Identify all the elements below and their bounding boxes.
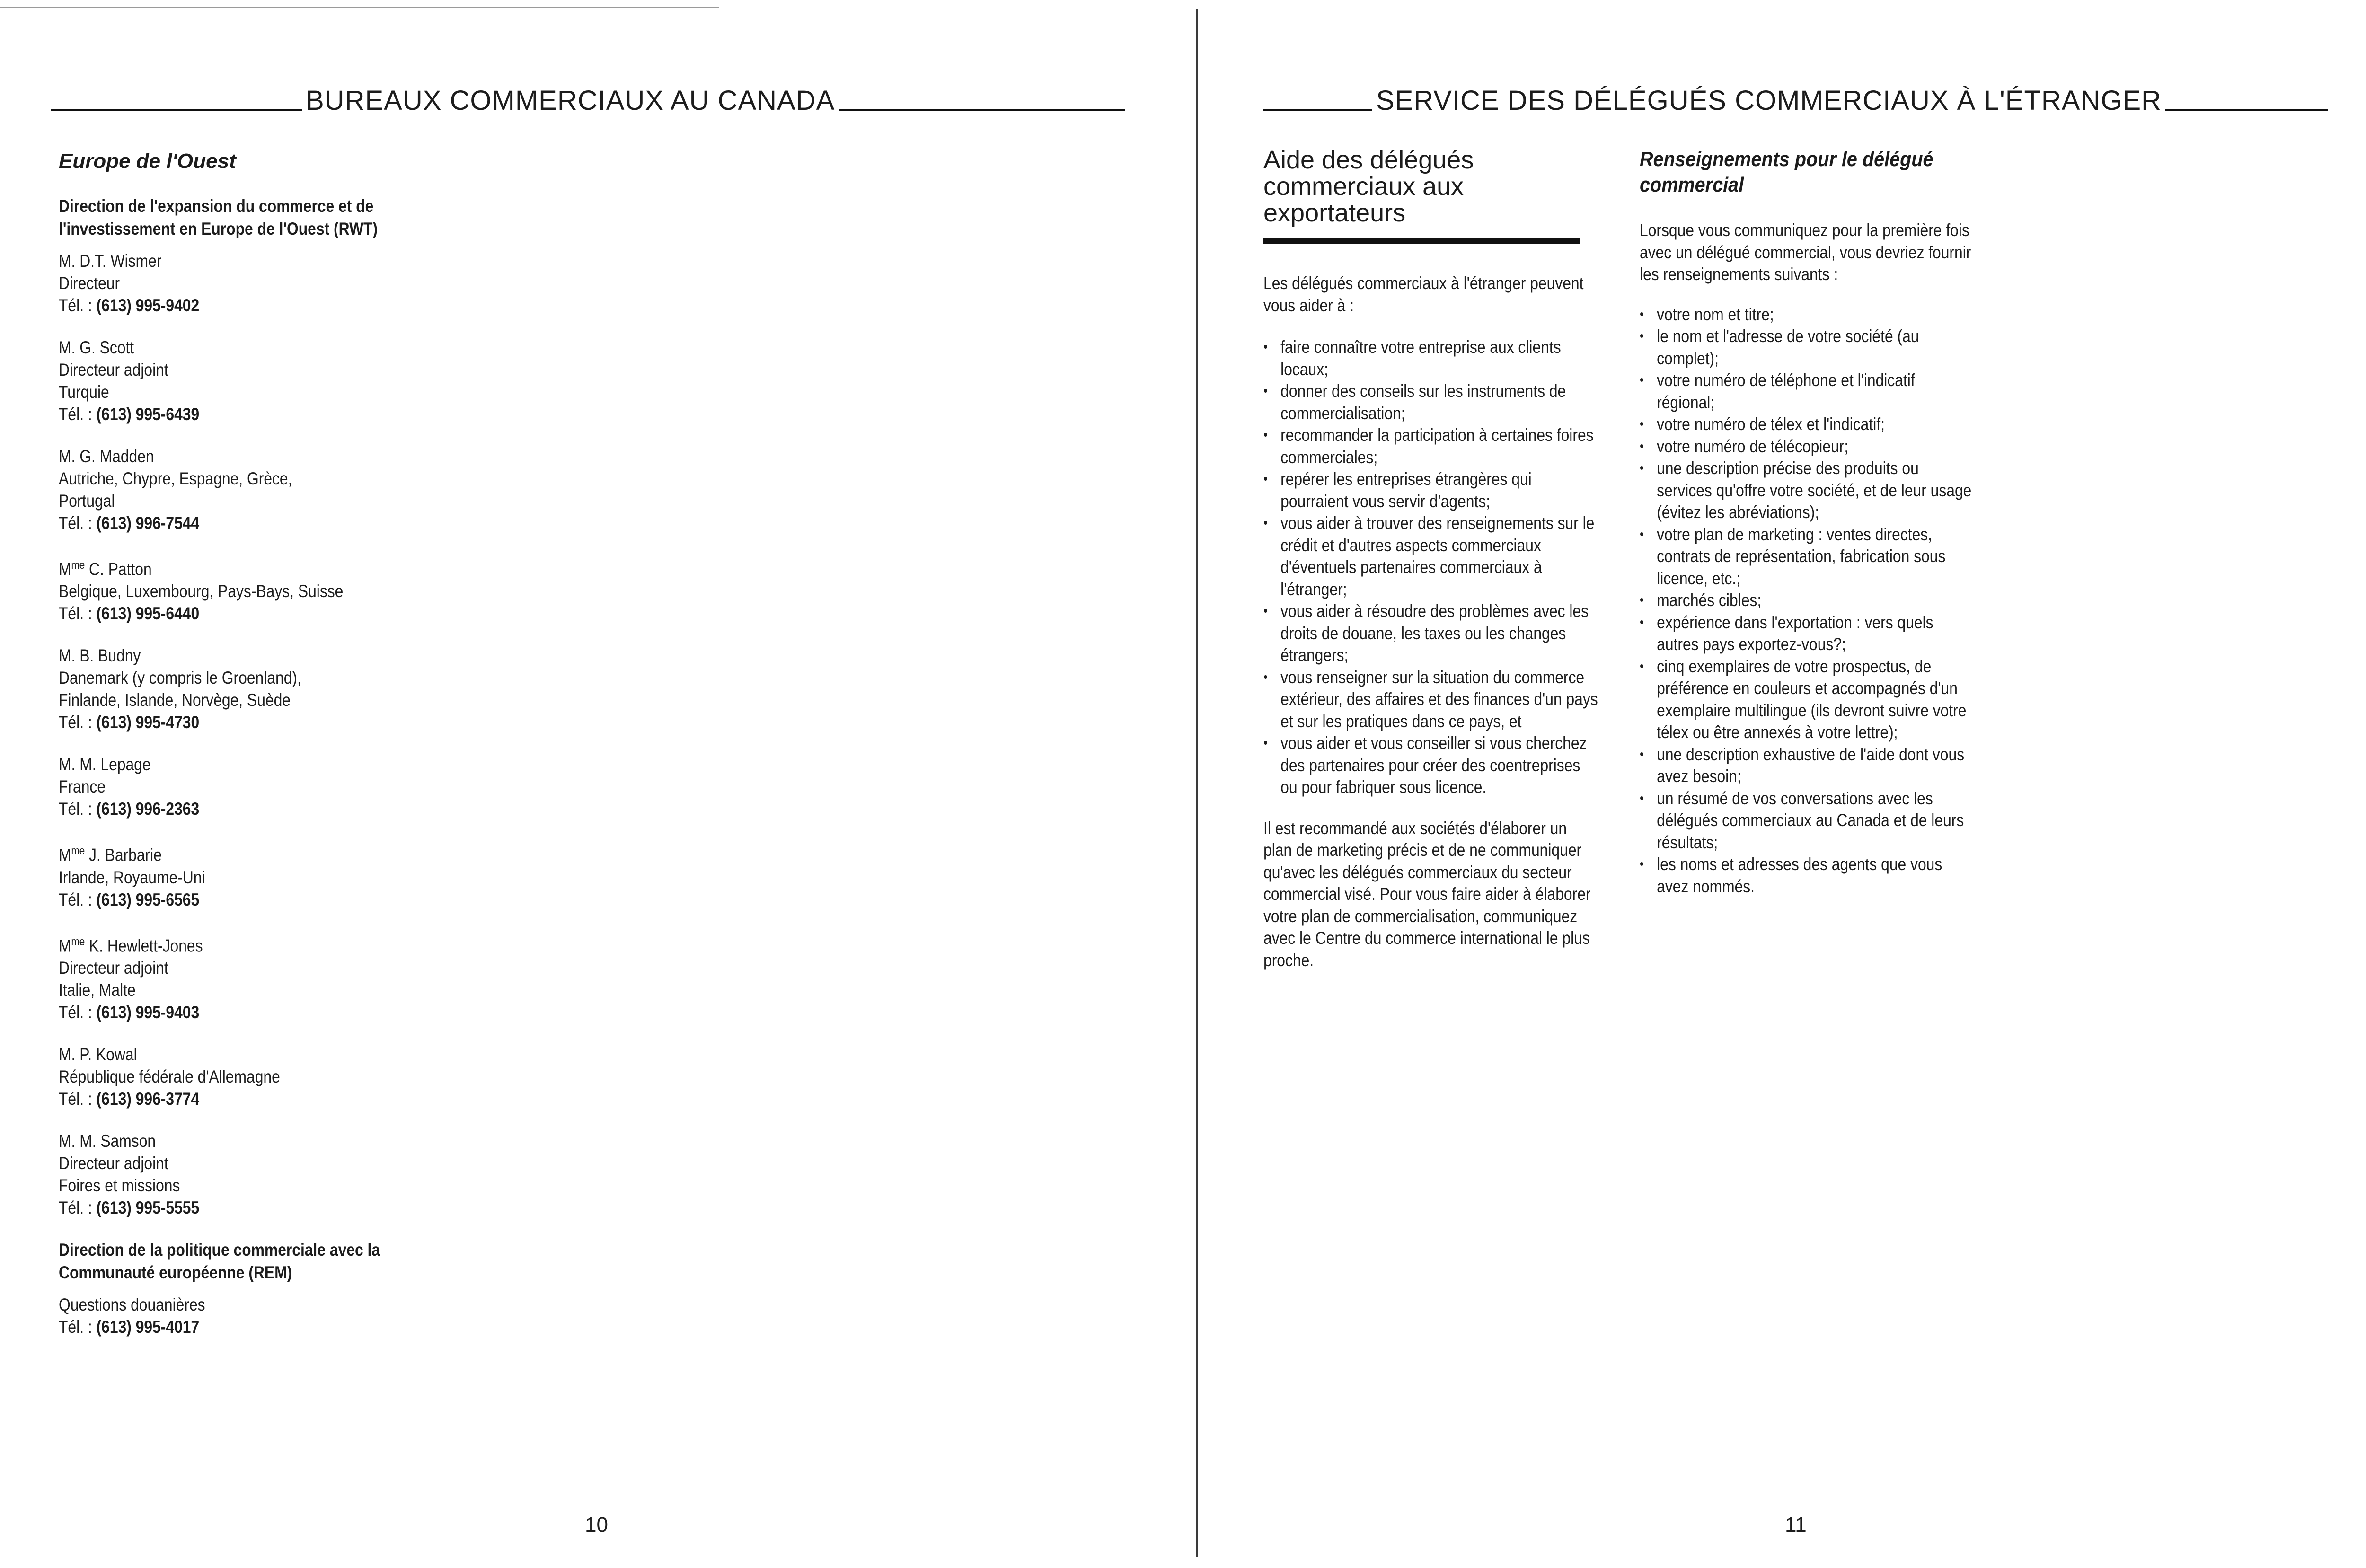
- contact-line: Directeur adjoint: [59, 360, 168, 379]
- contact-name-text: K. Hewlett-Jones: [85, 935, 203, 955]
- header-rule-right: [2165, 109, 2328, 111]
- tel-label: Tél. :: [59, 513, 97, 533]
- contact-phone: [59, 1316, 400, 1338]
- contact-entry: [59, 445, 400, 534]
- aid-section-heading: Aide des délégués commerciaux aux exportateurs: [1263, 146, 1474, 227]
- contact-phone: [59, 1197, 400, 1219]
- contact-name: [59, 931, 400, 957]
- left-header-title: BUREAUX COMMERCIAUX AU CANADA: [306, 85, 835, 116]
- aid-bullet-item: • repérer les entreprises étrangères qui pourraient vous servir d'agents;: [1263, 468, 1598, 512]
- contact-title: M: [59, 935, 71, 955]
- contact-name: [59, 840, 400, 866]
- tel-label: Tél. :: [59, 799, 97, 819]
- contact-name-text: M. M. Lepage: [59, 755, 151, 775]
- info-bullet-list: [1640, 304, 1980, 898]
- aid-bullet-item: • vous aider à trouver des renseignements sur le crédit et d'autres aspects commerciaux d'éventuels partenaires commerciaux à l'étranger;: [1263, 512, 1598, 600]
- contact-line: République fédérale d'Allemagne: [59, 1066, 280, 1086]
- contact-line: Irlande, Royaume-Uni: [59, 867, 205, 887]
- info-bullet-item: • marchés cibles;: [1640, 590, 1974, 612]
- contact-name-text: C. Patton: [85, 559, 152, 579]
- info-intro: Lorsque vous communiquez pour la première fois avec un délégué commercial, vous devriez fournir les renseignements suivants :: [1640, 220, 1971, 284]
- contact-line: Belgique, Luxembourg, Pays-Bays, Suisse: [59, 581, 344, 601]
- tel-number: (613) 996-7544: [96, 513, 200, 533]
- contact-title-sup: me: [71, 559, 85, 572]
- page-number: 10: [585, 1513, 608, 1536]
- left-page-header: [51, 77, 1125, 115]
- contact-phone: [59, 403, 400, 425]
- page-gutter-line: [1196, 9, 1198, 1557]
- info-bullet-item: • une description exhaustive de l'aide dont vous avez besoin;: [1640, 744, 1974, 788]
- right-header-title: SERVICE DES DÉLÉGUÉS COMMERCIAUX À L'ÉTRANGER: [1376, 85, 2162, 116]
- contact-name-text: M. G. Madden: [59, 447, 154, 466]
- contact-name: [59, 554, 400, 580]
- department-title: Direction de l'expansion du commerce et de l'investissement en Europe de l'Ouest (RWT): [59, 196, 378, 238]
- aid-bullet-item: • recommander la participation à certaines foires commerciales;: [1263, 424, 1598, 468]
- tel-label: Tél. :: [59, 405, 97, 424]
- contact-title: M: [59, 845, 71, 865]
- info-bullet-item: • expérience dans l'exportation : vers quels autres pays exportez-vous?;: [1640, 612, 1974, 656]
- contact-line: Questions douanières: [59, 1295, 205, 1314]
- contact-line: Portugal: [59, 491, 115, 511]
- contact-name-text: J. Barbarie: [85, 845, 162, 865]
- tel-label: Tél. :: [59, 1317, 97, 1337]
- contacts-column: [59, 195, 399, 1358]
- info-bullet-item: • les noms et adresses des agents que vous avez nommés.: [1640, 854, 1974, 898]
- info-bullet-item: • votre nom et titre;: [1640, 304, 1974, 326]
- contact-entry: [59, 1043, 400, 1110]
- tel-number: (613) 995-9402: [96, 296, 200, 315]
- info-bullet-item: • le nom et l'adresse de votre société (au complet);: [1640, 326, 1974, 370]
- recommendation-paragraph: Il est recommandé aux sociétés d'élaborer un plan de marketing précis et de ne communiquer qu'avec les délégués commerciaux du secteur commercial visé. Pour vous faire aider à élaborer votre plan de commercialisation, communiquez avec le Centre du commerce international le plus proche.: [1263, 818, 1591, 970]
- aid-bullet-list: [1263, 336, 1604, 799]
- tel-number: (613) 995-5555: [96, 1198, 200, 1217]
- contact-title-sup: me: [71, 935, 85, 948]
- aid-intro: Les délégués commerciaux à l'étranger peuvent vous aider à :: [1263, 273, 1584, 315]
- header-rule-right: [839, 109, 1125, 111]
- aid-column: [1263, 273, 1604, 971]
- contact-name-text: M. D.T. Wismer: [59, 251, 162, 271]
- info-bullet-item: • un résumé de vos conversations avec les délégués commerciaux au Canada et de leurs résultats;: [1640, 788, 1974, 854]
- contact-name: [59, 336, 400, 359]
- info-bullet-item: • cinq exemplaires de votre prospectus, de préférence en couleurs et accompagnés d'un exemplaire multilingue (ils devront suivre votre télex ou être annexés à votre lettre);: [1640, 656, 1974, 744]
- contact-phone: [59, 889, 400, 911]
- contact-line: France: [59, 777, 106, 797]
- contact-phone: [59, 798, 400, 820]
- contact-phone: [59, 711, 400, 733]
- contact-name-text: M. G. Scott: [59, 338, 134, 357]
- aid-bullet-item: • vous aider et vous conseiller si vous cherchez des partenaires pour créer des coentreprises ou pour fabriquer sous licence.: [1263, 732, 1598, 799]
- info-bullet-item: • votre numéro de téléphone et l'indicatif régional;: [1640, 370, 1974, 414]
- contact-name: [59, 1043, 400, 1066]
- right-page: [1202, 0, 2366, 1568]
- info-bullet-item: • votre plan de marketing : ventes directes, contrats de représentation, fabrication sous licence, etc.;: [1640, 524, 1974, 590]
- contact-entry: [59, 554, 400, 625]
- info-bullet-item: • votre numéro de télécopieur;: [1640, 436, 1974, 458]
- contact-phone: [59, 602, 400, 625]
- tel-number: (613) 995-6565: [96, 890, 200, 909]
- tel-number: (613) 995-4730: [96, 713, 200, 732]
- contact-name: [59, 445, 400, 467]
- contact-name: [59, 753, 400, 775]
- contact-line: Directeur: [59, 273, 120, 293]
- tel-label: Tél. :: [59, 604, 97, 624]
- tel-label: Tél. :: [59, 1198, 97, 1217]
- contact-title: M: [59, 559, 71, 579]
- contact-line: Finlande, Islande, Norvège, Suède: [59, 690, 291, 710]
- contact-entry: [59, 336, 400, 425]
- tel-number: (613) 996-3774: [96, 1089, 200, 1109]
- contact-name-text: M. B. Budny: [59, 646, 141, 666]
- aid-bullet-item: • faire connaître votre entreprise aux clients locaux;: [1263, 336, 1598, 380]
- tel-number: (613) 995-6439: [96, 405, 200, 424]
- contact-name-text: M. P. Kowal: [59, 1044, 137, 1064]
- tel-label: Tél. :: [59, 890, 97, 909]
- contact-name-text: M. M. Samson: [59, 1131, 156, 1151]
- tel-label: Tél. :: [59, 296, 97, 315]
- contact-name: [59, 250, 400, 272]
- region-title: Europe de l'Ouest: [59, 150, 236, 173]
- tel-number: (613) 995-6440: [96, 604, 200, 624]
- contact-entry: [59, 931, 400, 1023]
- contact-name: [59, 644, 400, 667]
- contacts-list: [59, 250, 399, 1219]
- contact-entry: [59, 250, 400, 317]
- tel-label: Tél. :: [59, 1002, 97, 1022]
- aid-bullet-item: • vous renseigner sur la situation du commerce extérieur, des affaires et des finances d'un pays et sur les pratiques dans ce pays, et: [1263, 667, 1598, 733]
- header-rule-left: [1263, 109, 1372, 111]
- info-section-heading: Renseignements pour le délégué commercial: [1640, 148, 1933, 196]
- right-page-header: [1263, 77, 2328, 115]
- contact-line: Directeur adjoint: [59, 958, 168, 978]
- contact-name: [59, 1130, 400, 1152]
- contact-entry: [59, 840, 400, 910]
- contact-line: Foires et missions: [59, 1175, 180, 1195]
- tel-label: Tél. :: [59, 1089, 97, 1109]
- aid-bullet-item: • vous aider à résoudre des problèmes avec les droits de douane, les taxes ou les changes étrangers;: [1263, 600, 1598, 667]
- contact-phone: [59, 1001, 400, 1023]
- info-column: [1640, 220, 1980, 916]
- aid-heading-underline: [1263, 238, 1580, 244]
- department-title-rem: Direction de la politique commerciale avec la Communauté européenne (REM): [59, 1240, 380, 1282]
- contact-entry: [59, 1130, 400, 1219]
- contact-title-sup: me: [71, 845, 85, 858]
- contact-line: Turquie: [59, 382, 109, 402]
- contact-line: Danemark (y compris le Groenland),: [59, 668, 301, 688]
- tel-number: (613) 995-9403: [96, 1002, 200, 1022]
- tel-label: Tél. :: [59, 713, 97, 732]
- aid-bullet-item: • donner des conseils sur les instruments de commercialisation;: [1263, 380, 1598, 424]
- contact-phone: [59, 294, 400, 317]
- contact-phone: [59, 1088, 400, 1110]
- contact-line: Directeur adjoint: [59, 1153, 168, 1173]
- contact-line: Italie, Malte: [59, 980, 136, 1000]
- contact-entry: [59, 644, 400, 733]
- tel-number: (613) 995-4017: [96, 1317, 200, 1337]
- header-rule-left: [51, 109, 302, 111]
- contact-entry: [59, 753, 400, 820]
- contact-line: Autriche, Chypre, Espagne, Grèce,: [59, 469, 292, 488]
- contact-phone: [59, 512, 400, 534]
- tel-number: (613) 996-2363: [96, 799, 200, 819]
- contact-entry-customs: [59, 1294, 400, 1338]
- info-bullet-item: • votre numéro de télex et l'indicatif;: [1640, 414, 1974, 436]
- info-bullet-item: • une description précise des produits ou services qu'offre votre société, et de leur usage (évitez les abréviations);: [1640, 458, 1974, 524]
- page-number: 11: [1785, 1513, 1807, 1536]
